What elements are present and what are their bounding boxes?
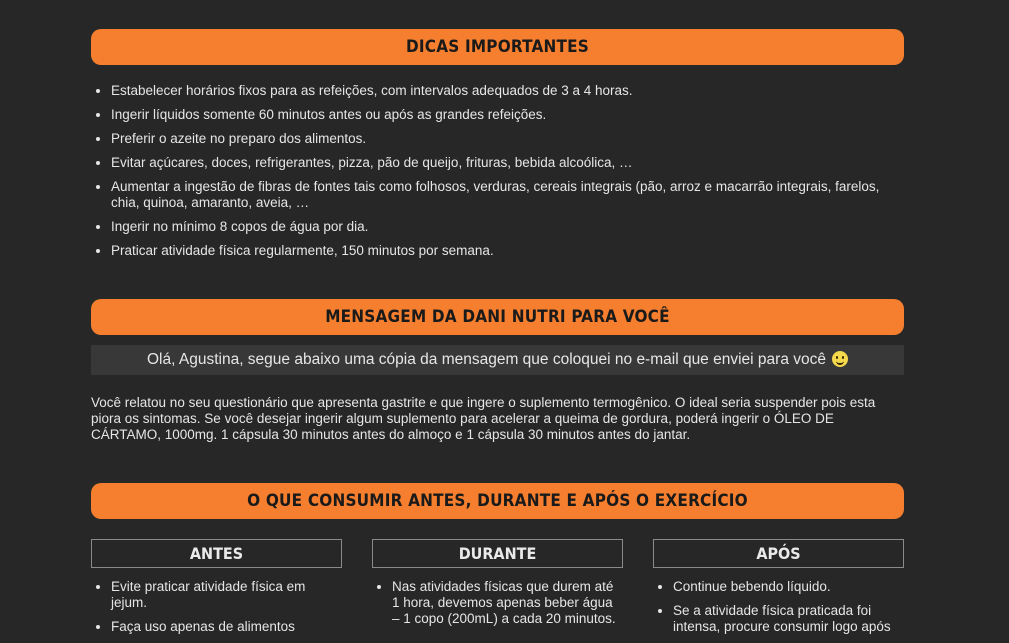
list-item: • Evitar açúcares, doces, refrigerantes, pizza, pão de queijo, frituras, bebida alcoólica, …	[111, 155, 904, 171]
list-item: • Ingerir líquidos somente 60 minutos antes ou após as grandes refeições.	[111, 107, 904, 123]
list-item: • Se a atividade física praticada foi intensa, procure consumir logo após	[673, 603, 904, 635]
list-item: • Praticar atividade física regularmente, 150 minutos por semana.	[111, 243, 904, 259]
greeting-text: Olá, Agustina, segue abaixo uma cópia da mensagem que coloquei no e-mail que enviei para você	[147, 351, 826, 368]
column-title: DURANTE	[372, 539, 623, 568]
column-list	[653, 579, 904, 635]
column-title: APÓS	[653, 539, 904, 568]
message-body: Você relatou no seu questionário que apresenta gastrite e que ingere o suplemento termogênico. O ideal seria suspender pois esta piora os sintomas. Se você desejar ingerir algum suplemento para acelerar a queima de gordura, poderá ingerir o ÓLEO DE CÁRTAMO, 1000mg. 1 cápsula 30 minutos antes do almoço e 1 cápsula 30 minutos antes do jantar.	[91, 395, 876, 442]
column-apos	[653, 539, 904, 643]
tips-header: DICAS IMPORTANTES	[91, 29, 904, 65]
list-item: • Continue bebendo líquido.	[673, 579, 904, 595]
list-item: • Aumentar a ingestão de fibras de fontes tais como folhosos, verduras, cereais integrais (pão, arroz e macarrão integrais, farelos, chia, quinoa, amaranto, aveia, …	[111, 179, 904, 211]
list-item: • Ingerir no mínimo 8 copos de água por dia.	[111, 219, 904, 235]
list-item: • Nas atividades físicas que durem até 1 hora, devemos apenas beber água – 1 copo (200mL) a cada 20 minutos.	[392, 579, 623, 627]
exercise-columns	[91, 539, 904, 643]
column-antes	[91, 539, 342, 643]
smiley-icon	[832, 351, 848, 367]
column-list	[91, 579, 342, 635]
tips-list	[91, 83, 904, 259]
column-durante	[372, 539, 623, 643]
content	[91, 0, 904, 643]
column-list	[372, 579, 623, 627]
exercise-header: O QUE CONSUMIR ANTES, DURANTE E APÓS O EXERCÍCIO	[91, 483, 904, 519]
message-header: MENSAGEM DA DANI NUTRI PARA VOCÊ	[91, 299, 904, 335]
list-item: • Preferir o azeite no preparo dos alimentos.	[111, 131, 904, 147]
list-item: • Estabelecer horários fixos para as refeições, com intervalos adequados de 3 a 4 horas.	[111, 83, 904, 99]
list-item: • Evite praticar atividade física em jejum.	[111, 579, 342, 611]
greeting-bar	[91, 345, 904, 375]
column-title: ANTES	[91, 539, 342, 568]
list-item: • Faça uso apenas de alimentos	[111, 619, 342, 635]
